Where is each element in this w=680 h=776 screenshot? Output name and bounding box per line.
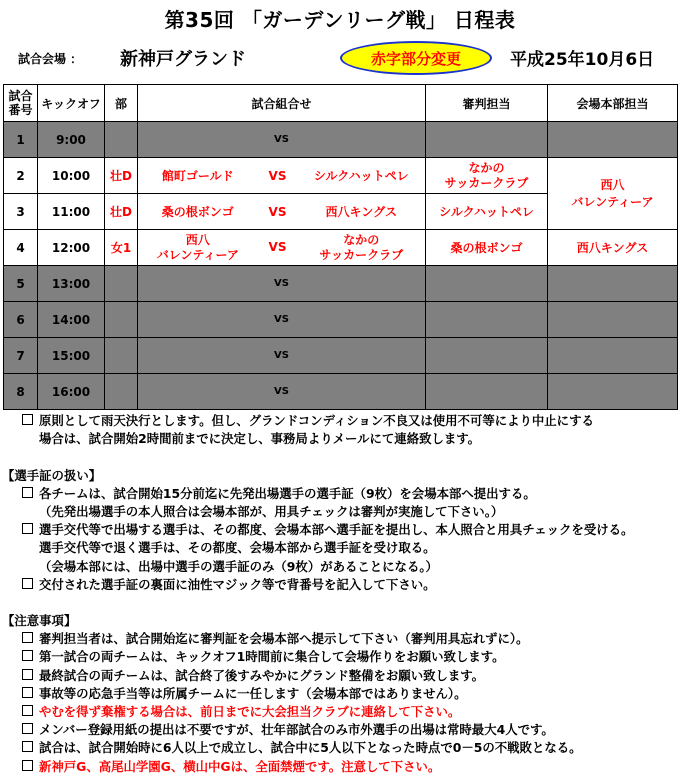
vs-label: VS bbox=[268, 204, 287, 219]
header-num-line1: 試合 bbox=[8, 89, 33, 103]
division bbox=[105, 122, 138, 158]
hq-team bbox=[548, 158, 678, 230]
hq-team: 西八キングス bbox=[548, 230, 678, 266]
referee-team bbox=[426, 266, 548, 302]
table-row bbox=[4, 302, 678, 338]
header-referee: 審判担当 bbox=[426, 85, 548, 122]
matchup bbox=[138, 230, 426, 266]
match-number: 3 bbox=[4, 194, 38, 230]
checkbox-icon bbox=[22, 741, 33, 752]
away-team: シルクハットペレ bbox=[313, 169, 409, 183]
kickoff-time: 15:00 bbox=[38, 338, 105, 374]
checkbox-icon bbox=[22, 760, 33, 771]
header-num-line2: 番号 bbox=[8, 103, 33, 117]
table-row bbox=[4, 338, 678, 374]
referee-team bbox=[426, 122, 548, 158]
spacer bbox=[0, 448, 680, 466]
referee-line2: サッカークラブ bbox=[444, 175, 529, 190]
note-continuation bbox=[0, 430, 680, 448]
away-team bbox=[297, 233, 425, 263]
division bbox=[105, 302, 138, 338]
kickoff-time: 12:00 bbox=[38, 230, 105, 266]
vs-label: VS bbox=[268, 240, 287, 254]
note-item bbox=[0, 648, 680, 666]
note-item bbox=[0, 630, 680, 648]
hq-team bbox=[548, 122, 678, 158]
division: 女1 bbox=[105, 230, 138, 266]
note-text: 原則として雨天決行とします。但し、グランドコンディション不良又は使用不可等により中止にする bbox=[39, 413, 594, 428]
match-number: 2 bbox=[4, 158, 38, 194]
kickoff-time: 9:00 bbox=[38, 122, 105, 158]
note-item bbox=[0, 703, 680, 721]
note-text: 場合は、試合開始2時間前までに決定し、事務局よりメールにて連絡致します。 bbox=[39, 431, 481, 447]
table-row bbox=[4, 266, 678, 302]
checkbox-icon bbox=[22, 650, 33, 661]
section-heading-caution: 【注意事項】 bbox=[2, 613, 77, 629]
home-team bbox=[138, 233, 258, 263]
kickoff-time: 11:00 bbox=[38, 194, 105, 230]
note-item bbox=[0, 739, 680, 757]
note-text: 事故等の応急手当等は所属チームに一任します（会場本部ではありません）。 bbox=[39, 685, 467, 701]
matchup bbox=[138, 194, 426, 230]
hq-team bbox=[548, 302, 678, 338]
checkbox-icon bbox=[22, 669, 33, 680]
referee-team bbox=[426, 374, 548, 410]
schedule-date: 平成25年10月6日 bbox=[510, 50, 655, 70]
match-number: 1 bbox=[4, 122, 38, 158]
note-text: 選手交代等で出場する選手は、その都度、会場本部へ選手証を提出し、本人照合と用具チェックを受ける。 bbox=[39, 522, 634, 538]
note-text: 各チームは、試合開始15分前迄に先発出場選手の選手証（9枚）を会場本部へ提出する。 bbox=[39, 485, 536, 501]
referee-line1: なかの bbox=[468, 160, 505, 175]
home-team: 館町ゴールド bbox=[161, 169, 234, 183]
vs-label: VS bbox=[138, 302, 426, 338]
division bbox=[105, 266, 138, 302]
header-division: 部 bbox=[105, 85, 138, 122]
checkbox-icon bbox=[22, 687, 33, 698]
checkbox-icon bbox=[22, 487, 33, 498]
vs-label: VS bbox=[138, 338, 426, 374]
matchup bbox=[138, 158, 426, 194]
checkbox-icon bbox=[22, 578, 33, 589]
match-number: 6 bbox=[4, 302, 38, 338]
note-text: 審判担当者は、試合開始迄に審判証を会場本部へ提示して下さい（審判用具忘れずに）。 bbox=[39, 631, 529, 647]
header-kickoff: キックオフ bbox=[38, 85, 105, 122]
kickoff-time: 10:00 bbox=[38, 158, 105, 194]
note-continuation bbox=[0, 539, 680, 557]
page-title: 第35回 「ガーデンリーグ戦」 日程表 bbox=[164, 8, 516, 32]
table-row bbox=[4, 158, 678, 194]
kickoff-time: 13:00 bbox=[38, 266, 105, 302]
referee-team bbox=[426, 302, 548, 338]
home-team-line1: 西八 bbox=[185, 232, 210, 247]
spacer bbox=[0, 594, 680, 612]
checkbox-icon bbox=[22, 523, 33, 534]
header-matchup: 試合組合せ bbox=[138, 85, 426, 122]
referee-team: 桑の根ボンゴ bbox=[426, 230, 548, 266]
hq-line2: バレンティーア bbox=[571, 194, 654, 209]
table-row bbox=[4, 374, 678, 410]
note-text: メンバー登録用紙の提出は不要ですが、壮年部試合のみ市外選手の出場は常時最大4人です。 bbox=[39, 722, 554, 738]
note-item bbox=[0, 667, 680, 685]
table-row bbox=[4, 230, 678, 266]
note-continuation bbox=[0, 558, 680, 576]
away-team-line2: サッカークラブ bbox=[319, 247, 404, 262]
kickoff-time: 16:00 bbox=[38, 374, 105, 410]
division bbox=[105, 374, 138, 410]
checkbox-icon bbox=[22, 414, 33, 425]
match-number: 8 bbox=[4, 374, 38, 410]
note-text: （先発出場選手の本人照合は会場本部が、用具チェックは審判が実施して下さい。） bbox=[39, 503, 504, 519]
note-item bbox=[0, 685, 680, 703]
note-text: 新神戸G、高尾山学園G、横山中Gは、全面禁煙です。注意して下さい。 bbox=[39, 758, 441, 774]
note-item bbox=[0, 758, 680, 776]
note-text: やむを得ず棄権する場合は、前日までに大会担当クラブに連絡して下さい。 bbox=[39, 704, 461, 719]
header-match-number bbox=[4, 85, 38, 122]
note-text: 第一試合の両チームは、キックオフ1時間前に集合して会場作りをお願い致します。 bbox=[39, 649, 505, 665]
table-header-row bbox=[4, 85, 678, 122]
note-item bbox=[0, 576, 680, 594]
referee-team bbox=[426, 338, 548, 374]
division: 壮D bbox=[105, 194, 138, 230]
checkbox-icon bbox=[22, 632, 33, 643]
note-item bbox=[0, 412, 680, 430]
note-text: 最終試合の両チームは、試合終了後すみやかにグランド整備をお願い致します。 bbox=[39, 667, 485, 683]
checkbox-icon bbox=[22, 723, 33, 734]
header-hq: 会場本部担当 bbox=[548, 85, 678, 122]
kickoff-time: 14:00 bbox=[38, 302, 105, 338]
note-text: 試合は、試合開始時に6人以上で成立し、試合中に5人以下となった時点で0－5の不戦敗となる。 bbox=[39, 740, 582, 756]
venue-label: 試合会場 ： bbox=[18, 52, 83, 66]
note-continuation bbox=[0, 503, 680, 521]
section-heading-player-card: 【選手証の扱い】 bbox=[2, 467, 102, 483]
note-item bbox=[0, 721, 680, 739]
schedule-table bbox=[3, 84, 678, 410]
note-text: 選手交代等で退く選手は、その都度、会場本部から選手証を受け取る。 bbox=[39, 540, 436, 556]
home-team-line2: バレンティーア bbox=[156, 247, 239, 262]
home-team: 桑の根ボンゴ bbox=[161, 205, 234, 219]
vs-label: VS bbox=[268, 168, 287, 183]
vs-label: VS bbox=[138, 266, 426, 302]
table-row bbox=[4, 122, 678, 158]
note-text: 交付された選手証の裏面に油性マジック等で背番号を記入して下さい。 bbox=[39, 576, 436, 592]
referee-team bbox=[426, 158, 548, 194]
match-number: 7 bbox=[4, 338, 38, 374]
change-notice-badge: 赤字部分変更 bbox=[340, 41, 492, 75]
checkbox-icon bbox=[22, 705, 33, 716]
match-number: 5 bbox=[4, 266, 38, 302]
vs-label: VS bbox=[138, 122, 426, 158]
vs-label: VS bbox=[138, 374, 426, 410]
note-item bbox=[0, 485, 680, 503]
notes-section bbox=[0, 412, 680, 776]
hq-line1: 西八 bbox=[600, 177, 625, 192]
referee-team: シルクハットペレ bbox=[426, 194, 548, 230]
hq-team bbox=[548, 338, 678, 374]
note-text: （会場本部には、出場中選手の選手証のみ（9枚）があることになる。） bbox=[39, 558, 438, 574]
venue-name: 新神戸グランド bbox=[120, 49, 246, 70]
division: 壮D bbox=[105, 158, 138, 194]
away-team: 西八キングス bbox=[325, 205, 397, 219]
note-item bbox=[0, 521, 680, 539]
hq-team bbox=[548, 374, 678, 410]
hq-team bbox=[548, 266, 678, 302]
division bbox=[105, 338, 138, 374]
away-team-line1: なかの bbox=[343, 232, 380, 247]
match-number: 4 bbox=[4, 230, 38, 266]
